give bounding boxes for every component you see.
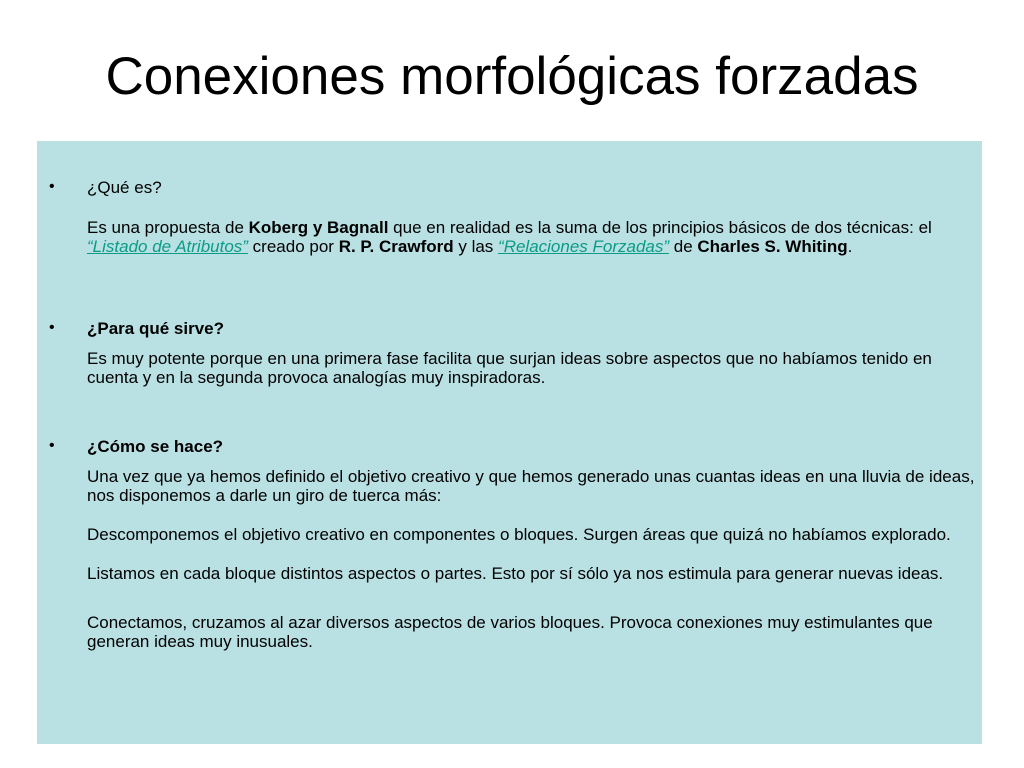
section-paragraph: Una vez que ya hemos definido el objetivo creativo y que hemos generado unas cuantas ideas en una lluvia de ideas, nos disponemos a darle un giro de tuerca más: [87, 467, 975, 505]
link-listado-de-atributos[interactable]: “Listado de Atributos” [87, 237, 248, 256]
bullet-icon: • [49, 319, 55, 336]
section-heading: ¿Qué es? [87, 178, 162, 197]
section-paragraph: Listamos en cada bloque distintos aspectos o partes. Esto por sí sólo ya nos estimula para generar nuevas ideas. [87, 564, 944, 583]
link-relaciones-forzadas[interactable]: “Relaciones Forzadas” [498, 237, 670, 256]
content-panel [37, 141, 982, 744]
bullet-icon: • [49, 178, 55, 195]
text-run: creado por [247, 237, 339, 256]
bullet-icon: • [49, 437, 55, 454]
author-name: Koberg y Bagnall [248, 218, 389, 237]
section-para-que-sirve [49, 319, 982, 387]
text-run: . [847, 237, 853, 256]
section-como-se-hace [49, 437, 982, 651]
slide-title: Conexiones morfológicas forzadas [105, 47, 919, 106]
section-paragraph: Conectamos, cruzamos al azar diversos aspectos de varios bloques. Provoca conexiones muy estimulantes que generan ideas muy inusuales. [87, 613, 933, 651]
text-run: que en realidad es la suma de los principios básicos de dos técnicas: el [388, 218, 932, 237]
section-heading: ¿Para qué sirve? [87, 319, 225, 338]
author-name: Charles S. Whiting [697, 237, 848, 256]
definition-paragraph [87, 218, 982, 256]
text-run: Es una propuesta de [87, 218, 249, 237]
section-heading: ¿Cómo se hace? [87, 437, 224, 456]
author-name: R. P. Crawford [338, 237, 454, 256]
section-paragraph: Es muy potente porque en una primera fase facilita que surjan ideas sobre aspectos que no habíamos tenido en cuenta y en la segunda provoca analogías muy inspiradoras. [87, 349, 932, 387]
section-que-es [49, 178, 982, 256]
text-run: y las [453, 237, 499, 256]
section-paragraph: Descomponemos el objetivo creativo en componentes o bloques. Surgen áreas que quizá no habíamos explorado. [87, 525, 951, 544]
text-run: de [669, 237, 698, 256]
